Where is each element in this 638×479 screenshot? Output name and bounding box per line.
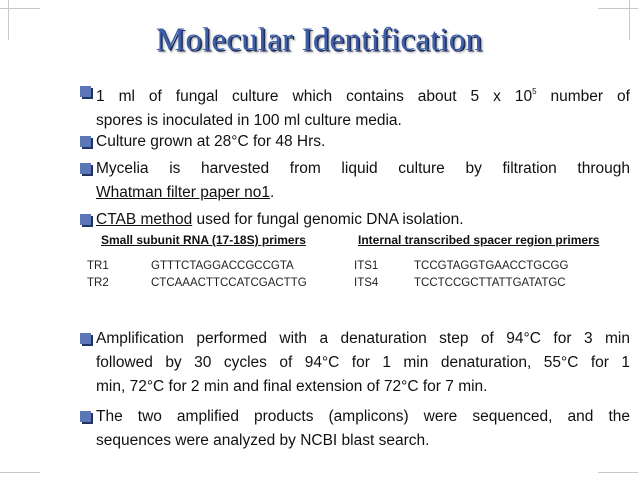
- bullet-line: followed by 30 cycles of 94°C for 1 min denaturation, 55°C for 1: [96, 354, 630, 371]
- primer-name: TR2: [87, 277, 109, 289]
- bullet-line: The two amplified products (amplicons) were sequenced, and the: [96, 408, 630, 425]
- bullet-square-icon: [80, 86, 91, 97]
- bullet-line: min, 72°C for 2 min and final extension of 72°C for 7 min.: [96, 378, 488, 395]
- primers-right-header: Internal transcribed spacer region primers: [358, 233, 600, 247]
- frame-line-top-right: [598, 8, 638, 9]
- bullet-line: spores is inoculated in 100 ml culture media.: [96, 112, 402, 129]
- bullet-line: Whatman filter paper no1.: [96, 184, 275, 201]
- frame-line-bottom-right: [598, 472, 638, 473]
- bullet-square-icon: [80, 136, 91, 147]
- bullet-line: 1 ml of fungal culture which contains about 5 x $10^5$ number of: [96, 87, 630, 105]
- bullet-ctab: [96, 208, 630, 232]
- primer-name: ITS1: [354, 260, 379, 272]
- bullet-line: Culture grown at 28°C for 48 Hrs.: [96, 133, 326, 150]
- bullet-square-icon: [80, 214, 91, 225]
- bullet-line: sequences were analyzed by NCBI blast search.: [96, 432, 430, 449]
- primer-seq: TCCGTAGGTGAACCTGCGG: [414, 260, 569, 272]
- bullet-square-icon: [80, 333, 91, 344]
- slide-title: Molecular Identification: [155, 22, 483, 58]
- bullet-amplification: [96, 327, 630, 399]
- whatman-link[interactable]: Whatman filter paper no1: [96, 184, 271, 201]
- bullet-square-icon: [80, 411, 91, 422]
- bullet-line: Mycelia is harvested from liquid culture by filtration through: [96, 160, 630, 177]
- bullet-line: Amplification performed with a denaturation step of 94°C for 3 min: [96, 330, 630, 347]
- primer-name: ITS4: [354, 277, 379, 289]
- bullet-mycelia: [96, 157, 630, 205]
- frame-line-bottom: [0, 472, 40, 473]
- bullet-square-icon: [80, 163, 91, 174]
- bullet-line: CTAB method used for fungal genomic DNA isolation.: [96, 211, 464, 228]
- primers-left-header: Small subunit RNA (17-18S) primers: [101, 233, 306, 247]
- primer-seq: TCCTCCGCTTATTGATATGC: [414, 277, 566, 289]
- ctab-link[interactable]: CTAB method: [96, 211, 193, 228]
- bullet-culture: [96, 130, 630, 154]
- frame-line-top: [0, 8, 40, 9]
- bullet-sequencing: [96, 405, 630, 453]
- primer-seq: GTTTCTAGGACCGCCGTA: [151, 260, 294, 272]
- primer-name: TR1: [87, 260, 109, 272]
- primer-seq: CTCAAACTTCCATCGACTTG: [151, 277, 307, 289]
- bullet-spores: [96, 80, 630, 133]
